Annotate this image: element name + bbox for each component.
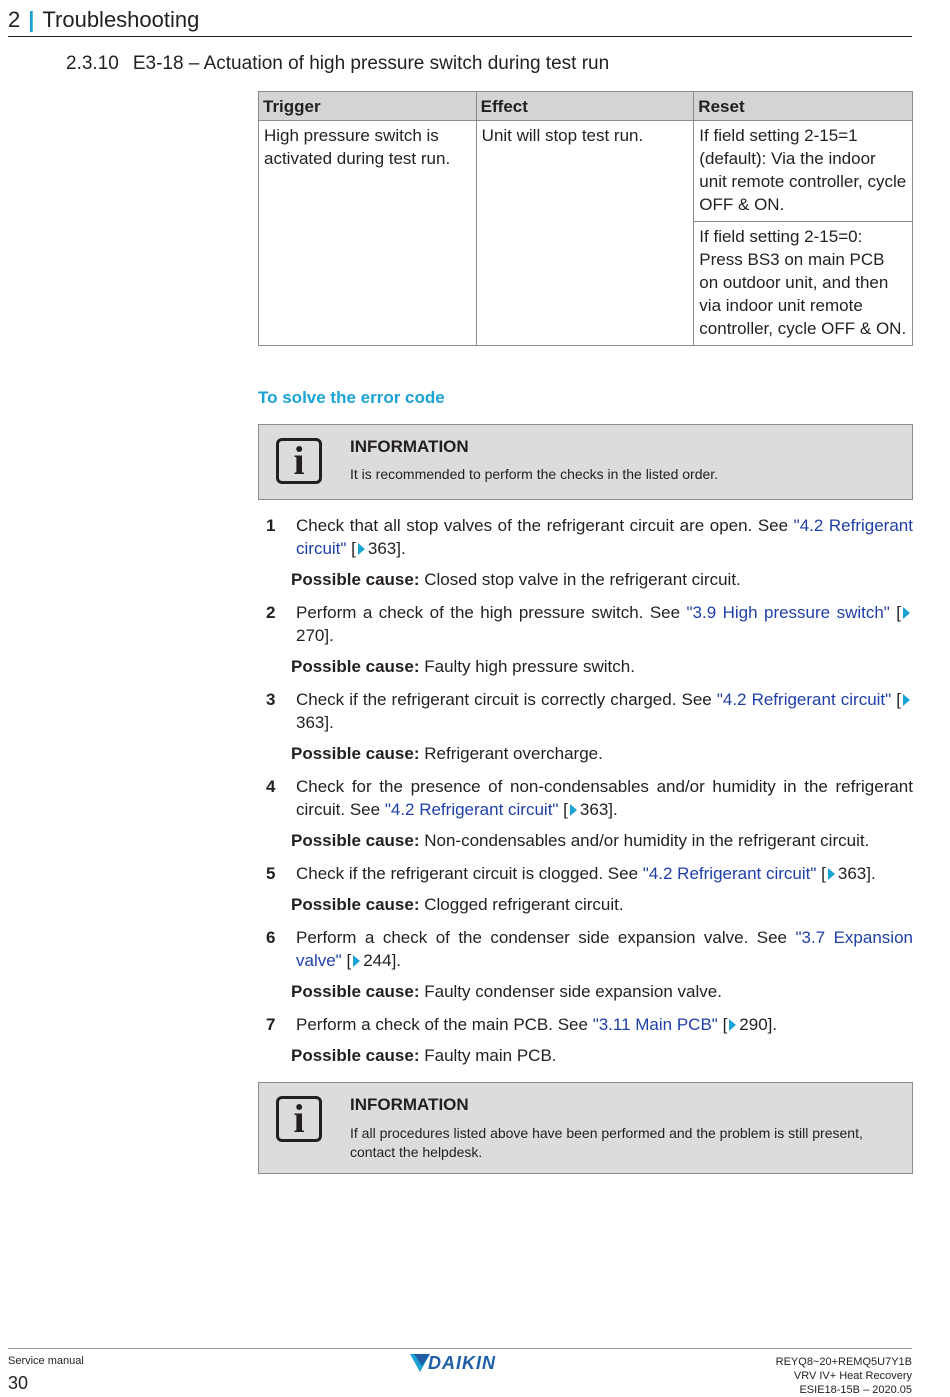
page-reference[interactable]: 290: [739, 1015, 768, 1034]
cause-label: Possible cause:: [291, 744, 420, 763]
step-instruction: Check if the refrigerant circuit is clogged. See: [296, 864, 643, 883]
list-item: [258, 688, 913, 765]
header-effect: Effect: [476, 92, 694, 121]
reset-cell-2: If field setting 2-15=0: Press BS3 on main PCB on outdoor unit, and then via indoor unit remote controller, cycle OFF & ON.: [694, 222, 913, 346]
step-list: [258, 514, 913, 1077]
possible-cause: [258, 1044, 913, 1067]
step-text: Perform a check of the main PCB. See "3.11 Main PCB" [ 290].: [296, 1015, 778, 1034]
page-number: 30: [8, 1373, 29, 1393]
chapter-title: Troubleshooting: [42, 7, 200, 32]
reset-cell-1: If field setting 2-15=1 (default): Via the indoor unit remote controller, cycle OFF & ON.: [694, 121, 913, 222]
page-reference[interactable]: 244: [363, 951, 392, 970]
step-text: Check if the refrigerant circuit is correctly charged. See "4.2 Refrigerant circuit" [363].: [296, 688, 913, 734]
info-title: INFORMATION: [350, 1095, 469, 1114]
cross-reference-link[interactable]: "4.2 Refrigerant circuit": [296, 516, 913, 558]
list-item: [258, 775, 913, 852]
page-reference[interactable]: 363: [837, 864, 867, 883]
list-item: [258, 926, 913, 1003]
section-title: [66, 52, 609, 76]
step-text: Check if the refrigerant circuit is clogged. See "4.2 Refrigerant circuit" [ 363].: [296, 864, 876, 883]
table-header-row: [259, 92, 913, 121]
step-text: Check for the presence of non-condensables and/or humidity in the refrigerant circuit. See "4.2 Refrigerant circuit" [ 363].: [296, 777, 913, 819]
cause-text: Non-condensables and/or humidity in the refrigerant circuit.: [419, 831, 870, 850]
possible-cause: [258, 742, 913, 765]
cause-text: Refrigerant overcharge.: [419, 744, 603, 763]
cause-text: Clogged refrigerant circuit.: [419, 895, 624, 914]
step-number: 7: [266, 1015, 276, 1034]
page-arrow-icon: [903, 607, 910, 619]
step-instruction: Perform a check of the condenser side expansion valve. See: [296, 928, 796, 947]
header-reset: Reset: [694, 92, 913, 121]
daikin-logo: [408, 1352, 512, 1374]
possible-cause: [258, 568, 913, 591]
cause-label: Possible cause:: [291, 831, 420, 850]
page-arrow-icon: [358, 543, 365, 555]
possible-cause: [258, 655, 913, 678]
cause-text: Faulty condenser side expansion valve.: [419, 982, 722, 1001]
cause-text: Closed stop valve in the refrigerant circuit.: [419, 570, 741, 589]
header-trigger: Trigger: [259, 92, 477, 121]
step-text: Perform a check of the condenser side expansion valve. See "3.7 Expansion valve" [ 244].: [296, 928, 913, 970]
footer-divider: [8, 1348, 912, 1349]
step-number: 5: [266, 864, 276, 883]
step-number: 4: [266, 777, 276, 796]
effect-cell: Unit will stop test run.: [476, 121, 694, 346]
step-instruction: Check if the refrigerant circuit is correctly charged. See: [296, 690, 717, 709]
chapter-number: 2: [8, 7, 21, 32]
info-box-helpdesk: [258, 1082, 913, 1174]
footer-doc-type: Service manual: [8, 1355, 84, 1367]
page-reference[interactable]: 363: [579, 800, 609, 819]
troubleshooting-table: [258, 91, 913, 346]
page-arrow-icon: [903, 694, 910, 706]
information-icon: i: [276, 1096, 322, 1142]
footer-product: VRV IV+ Heat Recovery: [793, 1370, 912, 1382]
trigger-cell: High pressure switch is activated during test run.: [259, 121, 477, 346]
footer-doc-info: [776, 1355, 912, 1397]
cause-text: Faulty high pressure switch.: [419, 657, 635, 676]
step-instruction: Check that all stop valves of the refrigerant circuit are open. See: [296, 516, 794, 535]
info-title: INFORMATION: [350, 437, 469, 456]
cause-label: Possible cause:: [291, 895, 420, 914]
cause-text: Faulty main PCB.: [419, 1046, 557, 1065]
cause-label: Possible cause:: [291, 982, 420, 1001]
step-number: 6: [266, 928, 276, 947]
section-title-text: E3-18 – Actuation of high pressure switch during test run: [132, 53, 610, 74]
information-icon: i: [276, 438, 322, 484]
page-arrow-icon: [353, 955, 360, 967]
daikin-logo-text: DAIKIN: [428, 1353, 496, 1373]
cross-reference-link[interactable]: "3.9 High pressure switch": [686, 603, 890, 622]
step-text: Perform a check of the high pressure switch. See "3.9 High pressure switch" [270].: [296, 601, 913, 647]
list-item: [258, 514, 913, 591]
step-instruction: Perform a check of the high pressure switch. See: [296, 603, 687, 622]
page-arrow-icon: [729, 1019, 736, 1031]
footer-model: REYQ8~20+REMQ5U7Y1B: [775, 1356, 912, 1368]
list-item: [258, 862, 913, 916]
info-text: If all procedures listed above have been performed and the problem is still present, contact the helpdesk.: [350, 1125, 863, 1160]
page-header: [8, 6, 912, 37]
solve-heading: To solve the error code: [258, 388, 445, 407]
possible-cause: [258, 829, 913, 852]
cross-reference-link[interactable]: "4.2 Refrigerant circuit": [716, 690, 892, 709]
info-box-recommended-order: [258, 424, 913, 500]
page-reference[interactable]: 363: [296, 713, 325, 732]
page-reference[interactable]: 270: [296, 626, 325, 645]
section-number: 2.3.10: [66, 53, 119, 74]
page-arrow-icon: [570, 804, 577, 816]
chapter-separator: |: [28, 7, 35, 32]
possible-cause: [258, 980, 913, 1003]
page-arrow-icon: [828, 868, 835, 880]
possible-cause: [258, 893, 913, 916]
cause-label: Possible cause:: [291, 1046, 420, 1065]
info-text: It is recommended to perform the checks in the listed order.: [350, 466, 719, 482]
cause-label: Possible cause:: [291, 657, 420, 676]
step-number: 2: [266, 603, 276, 622]
page-reference[interactable]: 363: [367, 539, 397, 558]
cause-label: Possible cause:: [291, 570, 420, 589]
step-number: 1: [266, 516, 276, 535]
step-text: Check that all stop valves of the refrigerant circuit are open. See "4.2 Refrigerant circuit" [ 363].: [296, 516, 913, 558]
step-instruction: Perform a check of the main PCB. See: [296, 1015, 593, 1034]
cross-reference-link[interactable]: "3.7 Expansion valve": [296, 928, 913, 970]
cross-reference-link[interactable]: "3.11 Main PCB": [592, 1015, 718, 1034]
cross-reference-link[interactable]: "4.2 Refrigerant circuit": [642, 864, 817, 883]
footer-doc-id: ESIE18-15B – 2020.05: [799, 1384, 912, 1396]
step-instruction: Check for the presence of non-condensables and/or humidity in the refrigerant circuit. See: [296, 777, 913, 819]
list-item: [258, 601, 913, 678]
step-number: 3: [266, 690, 276, 709]
cross-reference-link[interactable]: "4.2 Refrigerant circuit": [384, 800, 559, 819]
table-row: [259, 121, 913, 222]
list-item: [258, 1013, 913, 1067]
